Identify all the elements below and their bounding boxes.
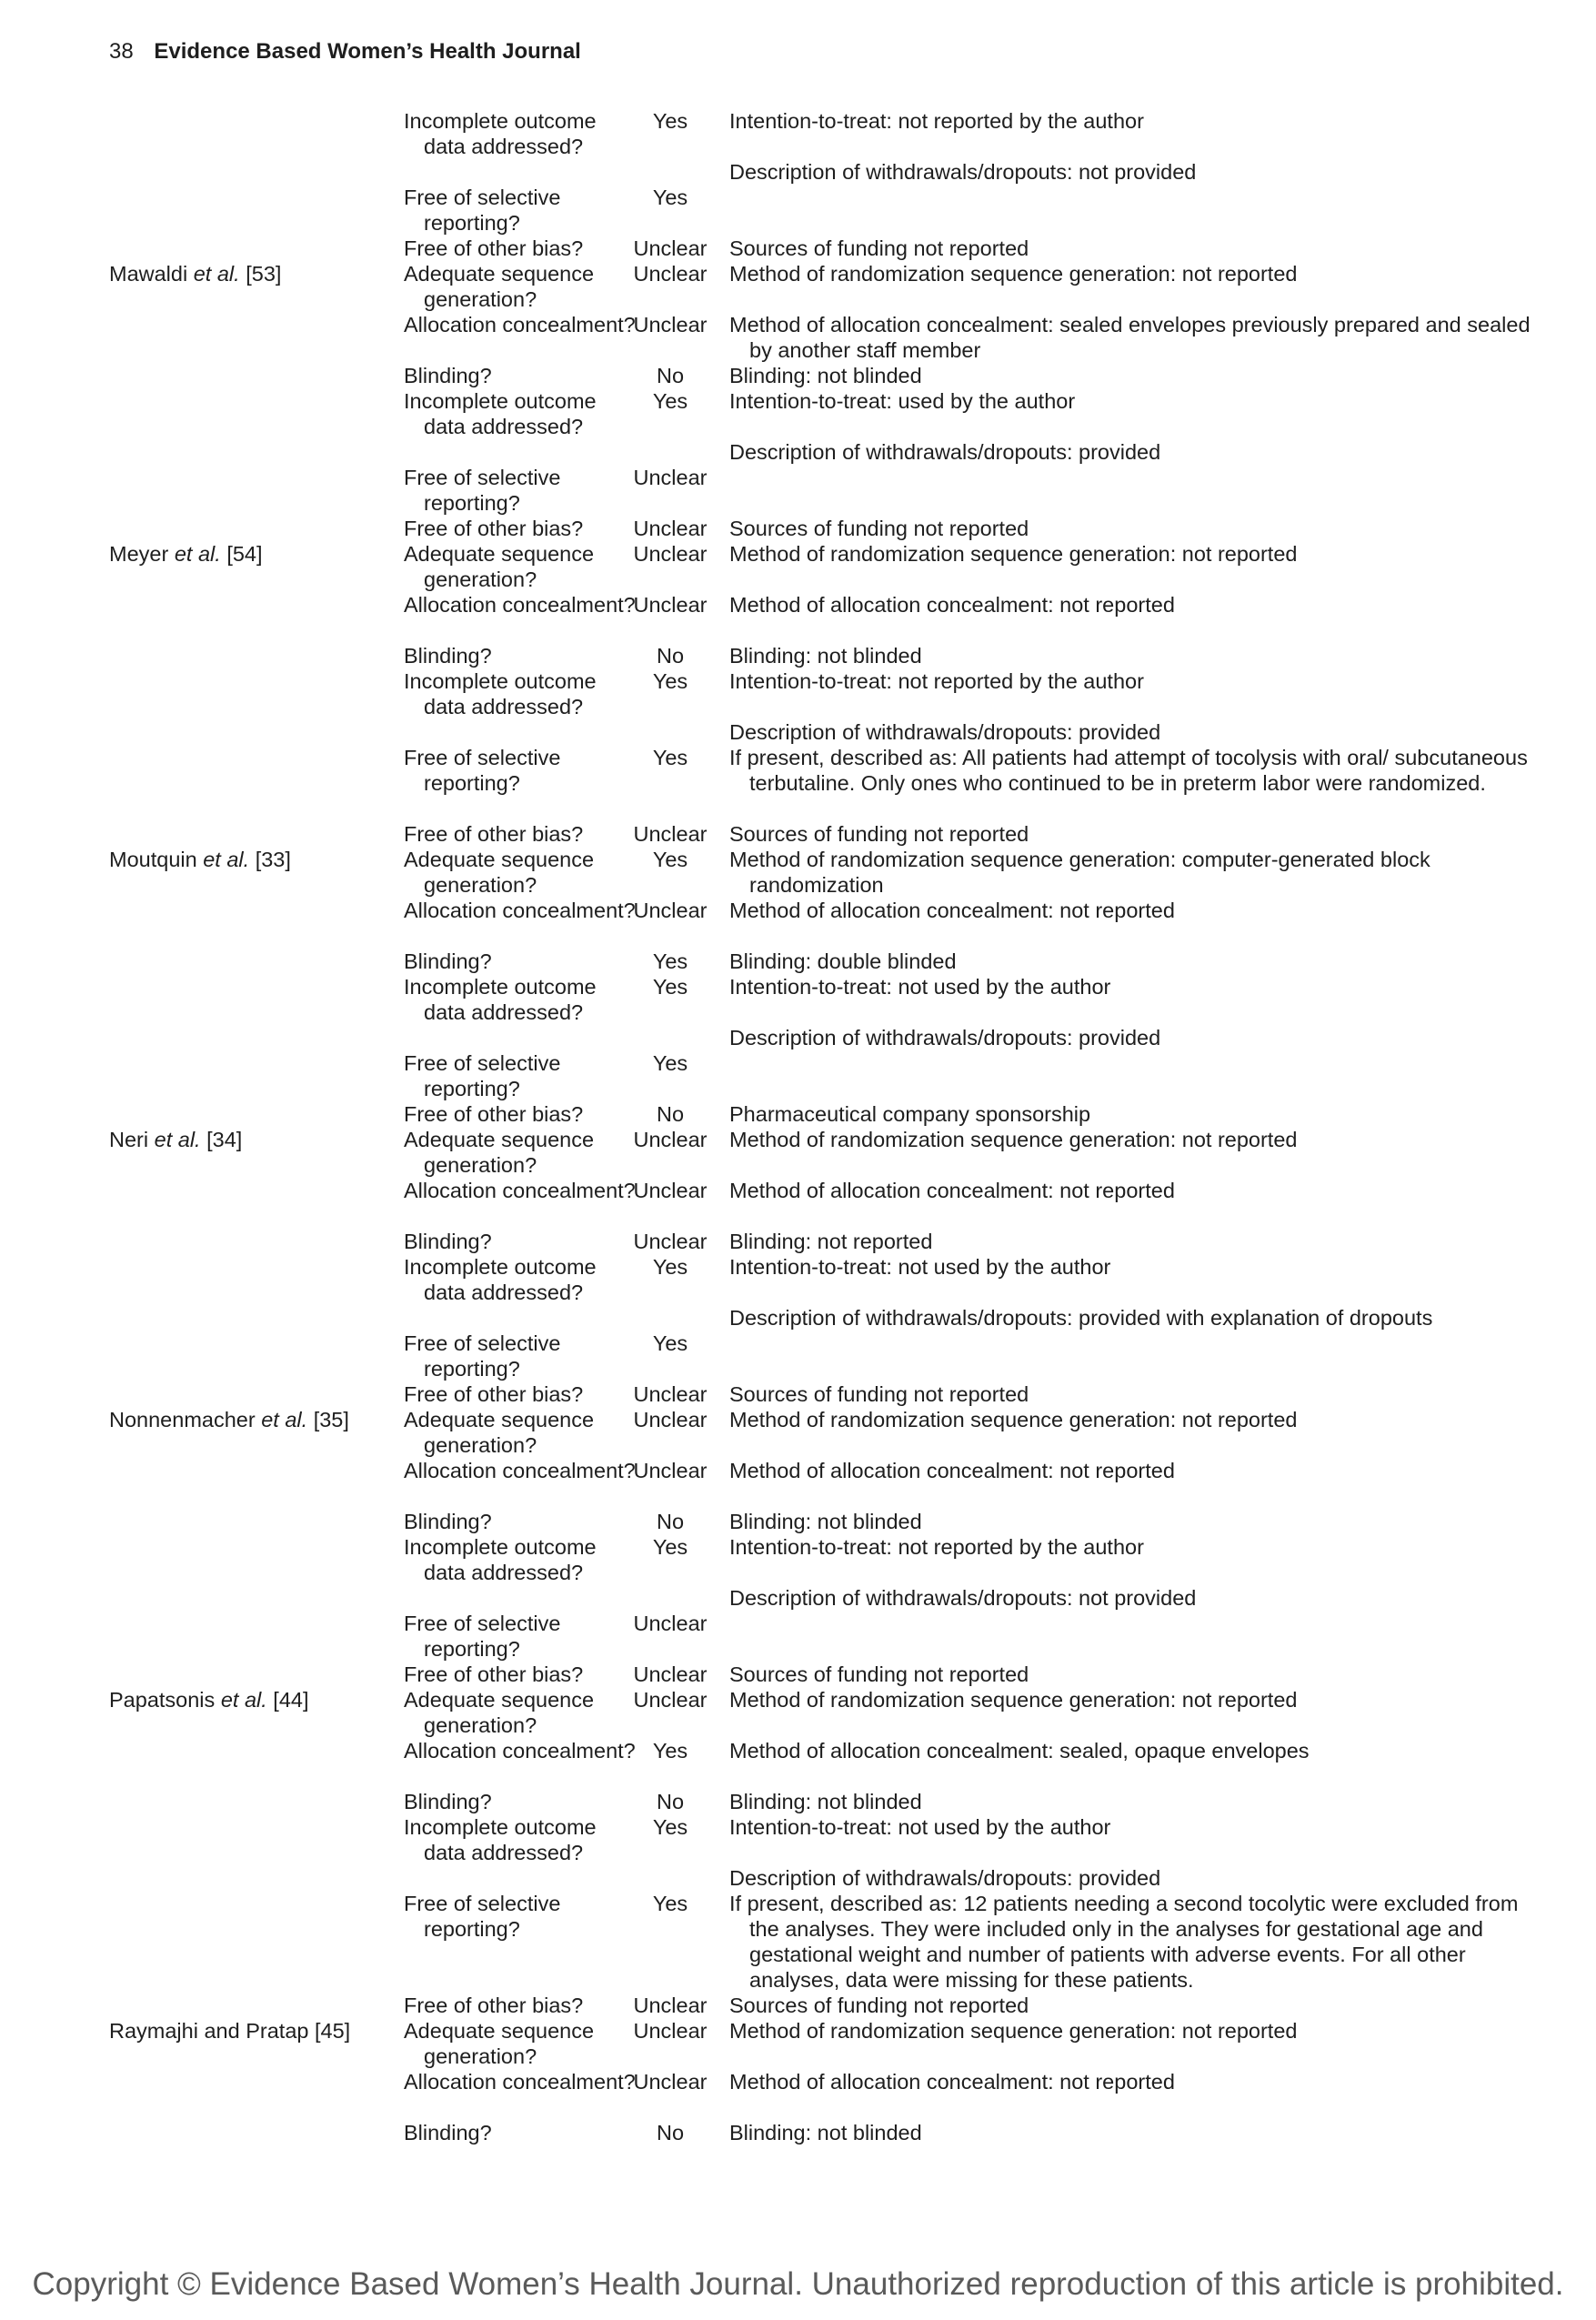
bias-domain: Allocation concealment? (404, 313, 636, 336)
table-row (0, 363, 1596, 388)
table-row (0, 1101, 1596, 1127)
description-line: Method of randomization sequence generation: not reported (729, 542, 1298, 566)
bias-domain: Blinding? (404, 949, 492, 973)
table-row (0, 949, 1596, 974)
description-line: Blinding: not blinded (729, 1790, 922, 1813)
bias-domain: Free of selective reporting? (404, 1892, 561, 1941)
support-description (729, 745, 1550, 796)
table-row (0, 668, 1596, 719)
study-author: Nonnenmacher (109, 1408, 256, 1431)
study-name (109, 1407, 400, 1432)
judgement: Yes (652, 389, 688, 413)
bias-domain: Free of selective reporting? (404, 466, 561, 515)
description-line: Method of randomization sequence generation: not reported (729, 2019, 1298, 2043)
bias-domain: Blinding? (404, 1510, 492, 1533)
table-row (0, 1127, 1596, 1178)
bias-domain: Allocation concealment? (404, 593, 636, 617)
description-line: Description of withdrawals/dropouts: not provided (729, 1586, 1197, 1610)
bias-domain: Allocation concealment? (404, 899, 636, 922)
study-name (109, 541, 400, 567)
description-line: Blinding: double blinded (729, 949, 957, 973)
table-row (0, 1814, 1596, 1865)
description-line: Method of allocation concealment: not reported (729, 899, 1175, 922)
support-description (729, 1687, 1550, 1712)
description-line: Blinding: not blinded (729, 1510, 922, 1533)
study-reference: [45] (314, 2019, 351, 2043)
table-row (0, 2069, 1596, 2120)
table-row (0, 1381, 1596, 1407)
table-row (0, 1407, 1596, 1458)
table-row (0, 1789, 1596, 1814)
judgement: Unclear (633, 1612, 708, 1635)
description-line: Method of randomization sequence generation: not reported (729, 1408, 1298, 1431)
table-row (0, 1331, 1596, 1381)
table-row (0, 719, 1596, 745)
description-line: If present, described as: 12 patients needing a second tocolytic were excluded from the analyses. They were included only in the analyses for gestational age and gestational weight and number of patients with adverse events. For all other analyses, data were missing for these patients. (729, 1892, 1519, 1992)
judgement: Unclear (633, 313, 708, 336)
study-etal: et al. (154, 1128, 201, 1151)
study-author: Neri (109, 1128, 149, 1151)
copyright-notice: Copyright © Evidence Based Women’s Health Journal. Unauthorized reproduction of this article is prohibited. (32, 2266, 1564, 2302)
description-line: Method of allocation concealment: sealed, opaque envelopes (729, 1739, 1310, 1763)
judgement: Unclear (633, 1994, 708, 2017)
judgement: Unclear (633, 2019, 708, 2043)
study-reference: [34] (206, 1128, 243, 1151)
description-line: Description of withdrawals/dropouts: provided (729, 1026, 1161, 1050)
bias-domain: Adequate sequence generation? (404, 542, 595, 591)
judgement: No (656, 2121, 685, 2144)
bias-domain: Adequate sequence generation? (404, 262, 595, 311)
description-line: Method of randomization sequence generation: computer-generated block randomization (729, 848, 1430, 897)
bias-domain: Free of selective reporting? (404, 186, 561, 235)
judgement: Yes (652, 1892, 688, 1915)
study-etal: et al. (261, 1408, 308, 1431)
table-row (0, 974, 1596, 1025)
support-description (729, 1534, 1550, 1560)
table-row (0, 1891, 1596, 1993)
support-description (729, 974, 1550, 999)
judgement: Yes (652, 848, 688, 871)
support-description (729, 388, 1550, 414)
judgement: Yes (652, 746, 688, 769)
bias-domain: Incomplete outcome data addressed? (404, 1255, 597, 1304)
study-author: Papatsonis (109, 1688, 216, 1712)
table-row (0, 643, 1596, 668)
judgement: No (656, 1102, 685, 1126)
study-reference: [35] (313, 1408, 349, 1431)
bias-domain: Blinding? (404, 2121, 492, 2144)
description-line: Description of withdrawals/dropouts: provided with explanation of dropouts (729, 1306, 1433, 1330)
description-line: Intention-to-treat: not used by the author (729, 1255, 1111, 1279)
description-line: Description of withdrawals/dropouts: not provided (729, 160, 1197, 184)
support-description (729, 1381, 1550, 1407)
support-description (729, 847, 1550, 898)
study-author: Moutquin (109, 848, 197, 871)
support-description (729, 1025, 1550, 1050)
description-line: Intention-to-treat: used by the author (729, 389, 1076, 413)
table-row (0, 312, 1596, 363)
judgement: Yes (652, 1815, 688, 1839)
judgement: Unclear (633, 899, 708, 922)
bias-domain: Blinding? (404, 1790, 492, 1813)
support-description (729, 719, 1550, 745)
support-description (729, 1585, 1550, 1611)
support-description (729, 363, 1550, 388)
study-author: Meyer (109, 542, 169, 566)
table-row (0, 2018, 1596, 2069)
support-description (729, 1229, 1550, 1254)
judgement: Yes (652, 1739, 688, 1763)
table-row (0, 821, 1596, 847)
table-row (0, 1458, 1596, 1509)
running-header (109, 36, 581, 67)
table-row (0, 541, 1596, 592)
table-row (0, 1662, 1596, 1687)
description-line: Sources of funding not reported (729, 1382, 1029, 1406)
support-description (729, 236, 1550, 261)
bias-domain: Free of other bias? (404, 1994, 584, 2017)
support-description (729, 2120, 1550, 2145)
support-description (729, 1993, 1550, 2018)
judgement: Unclear (633, 1128, 708, 1151)
table-row (0, 1865, 1596, 1891)
bias-domain: Allocation concealment? (404, 1459, 636, 1482)
table-row (0, 2120, 1596, 2145)
study-etal: et al. (193, 262, 240, 286)
support-description (729, 516, 1550, 541)
description-line: Method of allocation concealment: not reported (729, 2070, 1175, 2094)
judgement: Unclear (633, 1382, 708, 1406)
risk-of-bias-table (0, 108, 1596, 2145)
judgement: Yes (652, 1051, 688, 1075)
description-line: Blinding: not blinded (729, 364, 922, 387)
table-row (0, 465, 1596, 516)
table-row (0, 159, 1596, 185)
bias-domain: Free of other bias? (404, 822, 584, 846)
bias-domain: Free of other bias? (404, 1382, 584, 1406)
support-description (729, 2018, 1550, 2044)
table-row (0, 1534, 1596, 1585)
judgement: Yes (652, 1331, 688, 1355)
support-description (729, 949, 1550, 974)
support-description (729, 1305, 1550, 1331)
support-description (729, 1662, 1550, 1687)
description-line: Sources of funding not reported (729, 517, 1029, 540)
judgement: Yes (652, 1535, 688, 1559)
description-line: Blinding: not blinded (729, 644, 922, 668)
bias-domain: Blinding? (404, 364, 492, 387)
table-row (0, 1305, 1596, 1331)
judgement: Unclear (633, 822, 708, 846)
bias-domain: Blinding? (404, 644, 492, 668)
judgement: Yes (652, 975, 688, 999)
table-row (0, 1025, 1596, 1050)
bias-domain: Allocation concealment? (404, 1739, 636, 1763)
support-description (729, 1865, 1550, 1891)
table-row (0, 388, 1596, 439)
table-row (0, 1254, 1596, 1305)
judgement: Unclear (633, 1230, 708, 1253)
support-description (729, 1101, 1550, 1127)
table-row (0, 1993, 1596, 2018)
bias-domain: Adequate sequence generation? (404, 1688, 595, 1737)
judgement: No (656, 364, 685, 387)
support-description (729, 439, 1550, 465)
judgement: Unclear (633, 262, 708, 286)
description-line: Intention-to-treat: not used by the author (729, 1815, 1111, 1839)
description-line: Sources of funding not reported (729, 1662, 1029, 1686)
judgement: Yes (652, 186, 688, 209)
table-row (0, 1738, 1596, 1789)
table-row (0, 1509, 1596, 1534)
support-description (729, 898, 1550, 923)
study-name (109, 2018, 400, 2044)
support-description (729, 668, 1550, 694)
table-row (0, 1050, 1596, 1101)
bias-domain: Incomplete outcome data addressed? (404, 389, 597, 438)
bias-domain: Incomplete outcome data addressed? (404, 1535, 597, 1584)
judgement: Unclear (633, 1662, 708, 1686)
bias-domain: Free of other bias? (404, 1662, 584, 1686)
study-name (109, 1687, 400, 1712)
table-row (0, 1229, 1596, 1254)
bias-domain: Adequate sequence generation? (404, 1408, 595, 1457)
description-line: Method of randomization sequence generation: not reported (729, 1688, 1298, 1712)
table-row (0, 1687, 1596, 1738)
bias-domain: Adequate sequence generation? (404, 848, 595, 897)
description-line: Blinding: not reported (729, 1230, 933, 1253)
table-row (0, 898, 1596, 949)
judgement: Yes (652, 109, 688, 133)
support-description (729, 1458, 1550, 1483)
support-description (729, 1254, 1550, 1280)
support-description (729, 108, 1550, 134)
description-line: Method of allocation concealment: not reported (729, 593, 1175, 617)
description-line: Intention-to-treat: not used by the author (729, 975, 1111, 999)
description-line: Method of allocation concealment: not reported (729, 1459, 1175, 1482)
study-etal: et al. (203, 848, 250, 871)
judgement: Unclear (633, 1459, 708, 1482)
support-description (729, 1407, 1550, 1432)
table-row (0, 1611, 1596, 1662)
description-line: Intention-to-treat: not reported by the author (729, 669, 1144, 693)
bias-domain: Blinding? (404, 1230, 492, 1253)
bias-domain: Free of selective reporting? (404, 1331, 561, 1381)
bias-domain: Adequate sequence generation? (404, 2019, 595, 2068)
bias-domain: Incomplete outcome data addressed? (404, 669, 597, 718)
description-line: Blinding: not blinded (729, 2121, 922, 2144)
description-line: Description of withdrawals/dropouts: provided (729, 440, 1161, 464)
support-description (729, 592, 1550, 618)
support-description (729, 1891, 1550, 1993)
table-row (0, 516, 1596, 541)
table-row (0, 108, 1596, 159)
support-description (729, 541, 1550, 567)
journal-title: Evidence Based Women’s Health Journal (154, 39, 581, 64)
bias-domain: Allocation concealment? (404, 2070, 636, 2094)
judgement: Unclear (633, 542, 708, 566)
judgement: Unclear (633, 236, 708, 260)
judgement: No (656, 1510, 685, 1533)
table-row (0, 592, 1596, 643)
study-etal: et al. (174, 542, 221, 566)
study-name (109, 261, 400, 286)
judgement: No (656, 644, 685, 668)
table-row (0, 1585, 1596, 1611)
support-description (729, 821, 1550, 847)
judgement: Yes (652, 949, 688, 973)
description-line: Sources of funding not reported (729, 236, 1029, 260)
judgement: Unclear (633, 1179, 708, 1202)
judgement: Unclear (633, 517, 708, 540)
study-reference: [53] (246, 262, 282, 286)
table-row (0, 745, 1596, 821)
support-description (729, 643, 1550, 668)
study-author: Raymajhi and Pratap (109, 2019, 309, 2043)
description-line: Pharmaceutical company sponsorship (729, 1102, 1091, 1126)
description-line: Sources of funding not reported (729, 822, 1029, 846)
bias-domain: Free of other bias? (404, 1102, 584, 1126)
table-row (0, 439, 1596, 465)
description-line: Method of randomization sequence generation: not reported (729, 262, 1298, 286)
description-line: If present, described as: All patients had attempt of tocolysis with oral/ subcutaneous terbutaline. Only ones who continued to be in preterm labor were randomized. (729, 746, 1528, 795)
judgement: Unclear (633, 1688, 708, 1712)
bias-domain: Free of selective reporting? (404, 746, 561, 795)
description-line: Description of withdrawals/dropouts: provided (729, 1866, 1161, 1890)
judgement: Yes (652, 1255, 688, 1279)
support-description (729, 1814, 1550, 1840)
table-row (0, 847, 1596, 898)
support-description (729, 1738, 1550, 1763)
table-row (0, 1178, 1596, 1229)
table-row (0, 185, 1596, 236)
study-name (109, 847, 400, 872)
study-reference: [33] (255, 848, 291, 871)
judgement: Unclear (633, 593, 708, 617)
bias-domain: Incomplete outcome data addressed? (404, 975, 597, 1024)
judgement: Yes (652, 669, 688, 693)
description-line: Sources of funding not reported (729, 1994, 1029, 2017)
bias-domain: Free of other bias? (404, 236, 584, 260)
page-number: 38 (109, 39, 134, 64)
description-line: Intention-to-treat: not reported by the author (729, 109, 1144, 133)
bias-domain: Incomplete outcome data addressed? (404, 1815, 597, 1864)
description-line: Intention-to-treat: not reported by the author (729, 1535, 1144, 1559)
support-description (729, 1127, 1550, 1152)
judgement: Unclear (633, 1408, 708, 1431)
study-author: Mawaldi (109, 262, 188, 286)
support-description (729, 312, 1550, 363)
description-line: Method of allocation concealment: not reported (729, 1179, 1175, 1202)
judgement: Unclear (633, 466, 708, 489)
support-description (729, 1178, 1550, 1203)
support-description (729, 261, 1550, 286)
bias-domain: Adequate sequence generation? (404, 1128, 595, 1177)
bias-domain: Free of other bias? (404, 517, 584, 540)
bias-domain: Allocation concealment? (404, 1179, 636, 1202)
table-row (0, 261, 1596, 312)
support-description (729, 1789, 1550, 1814)
bias-domain: Incomplete outcome data addressed? (404, 109, 597, 158)
judgement: Unclear (633, 2070, 708, 2094)
description-line: Description of withdrawals/dropouts: provided (729, 720, 1161, 744)
support-description (729, 159, 1550, 185)
table-row (0, 236, 1596, 261)
bias-domain: Free of selective reporting? (404, 1051, 561, 1100)
description-line: Method of randomization sequence generation: not reported (729, 1128, 1298, 1151)
support-description (729, 1509, 1550, 1534)
study-etal: et al. (220, 1688, 267, 1712)
description-line: Method of allocation concealment: sealed envelopes previously prepared and sealed by another staff member (729, 313, 1531, 362)
study-reference: [44] (273, 1688, 309, 1712)
study-reference: [54] (226, 542, 263, 566)
support-description (729, 2069, 1550, 2094)
study-name (109, 1127, 400, 1152)
bias-domain: Free of selective reporting? (404, 1612, 561, 1661)
judgement: No (656, 1790, 685, 1813)
